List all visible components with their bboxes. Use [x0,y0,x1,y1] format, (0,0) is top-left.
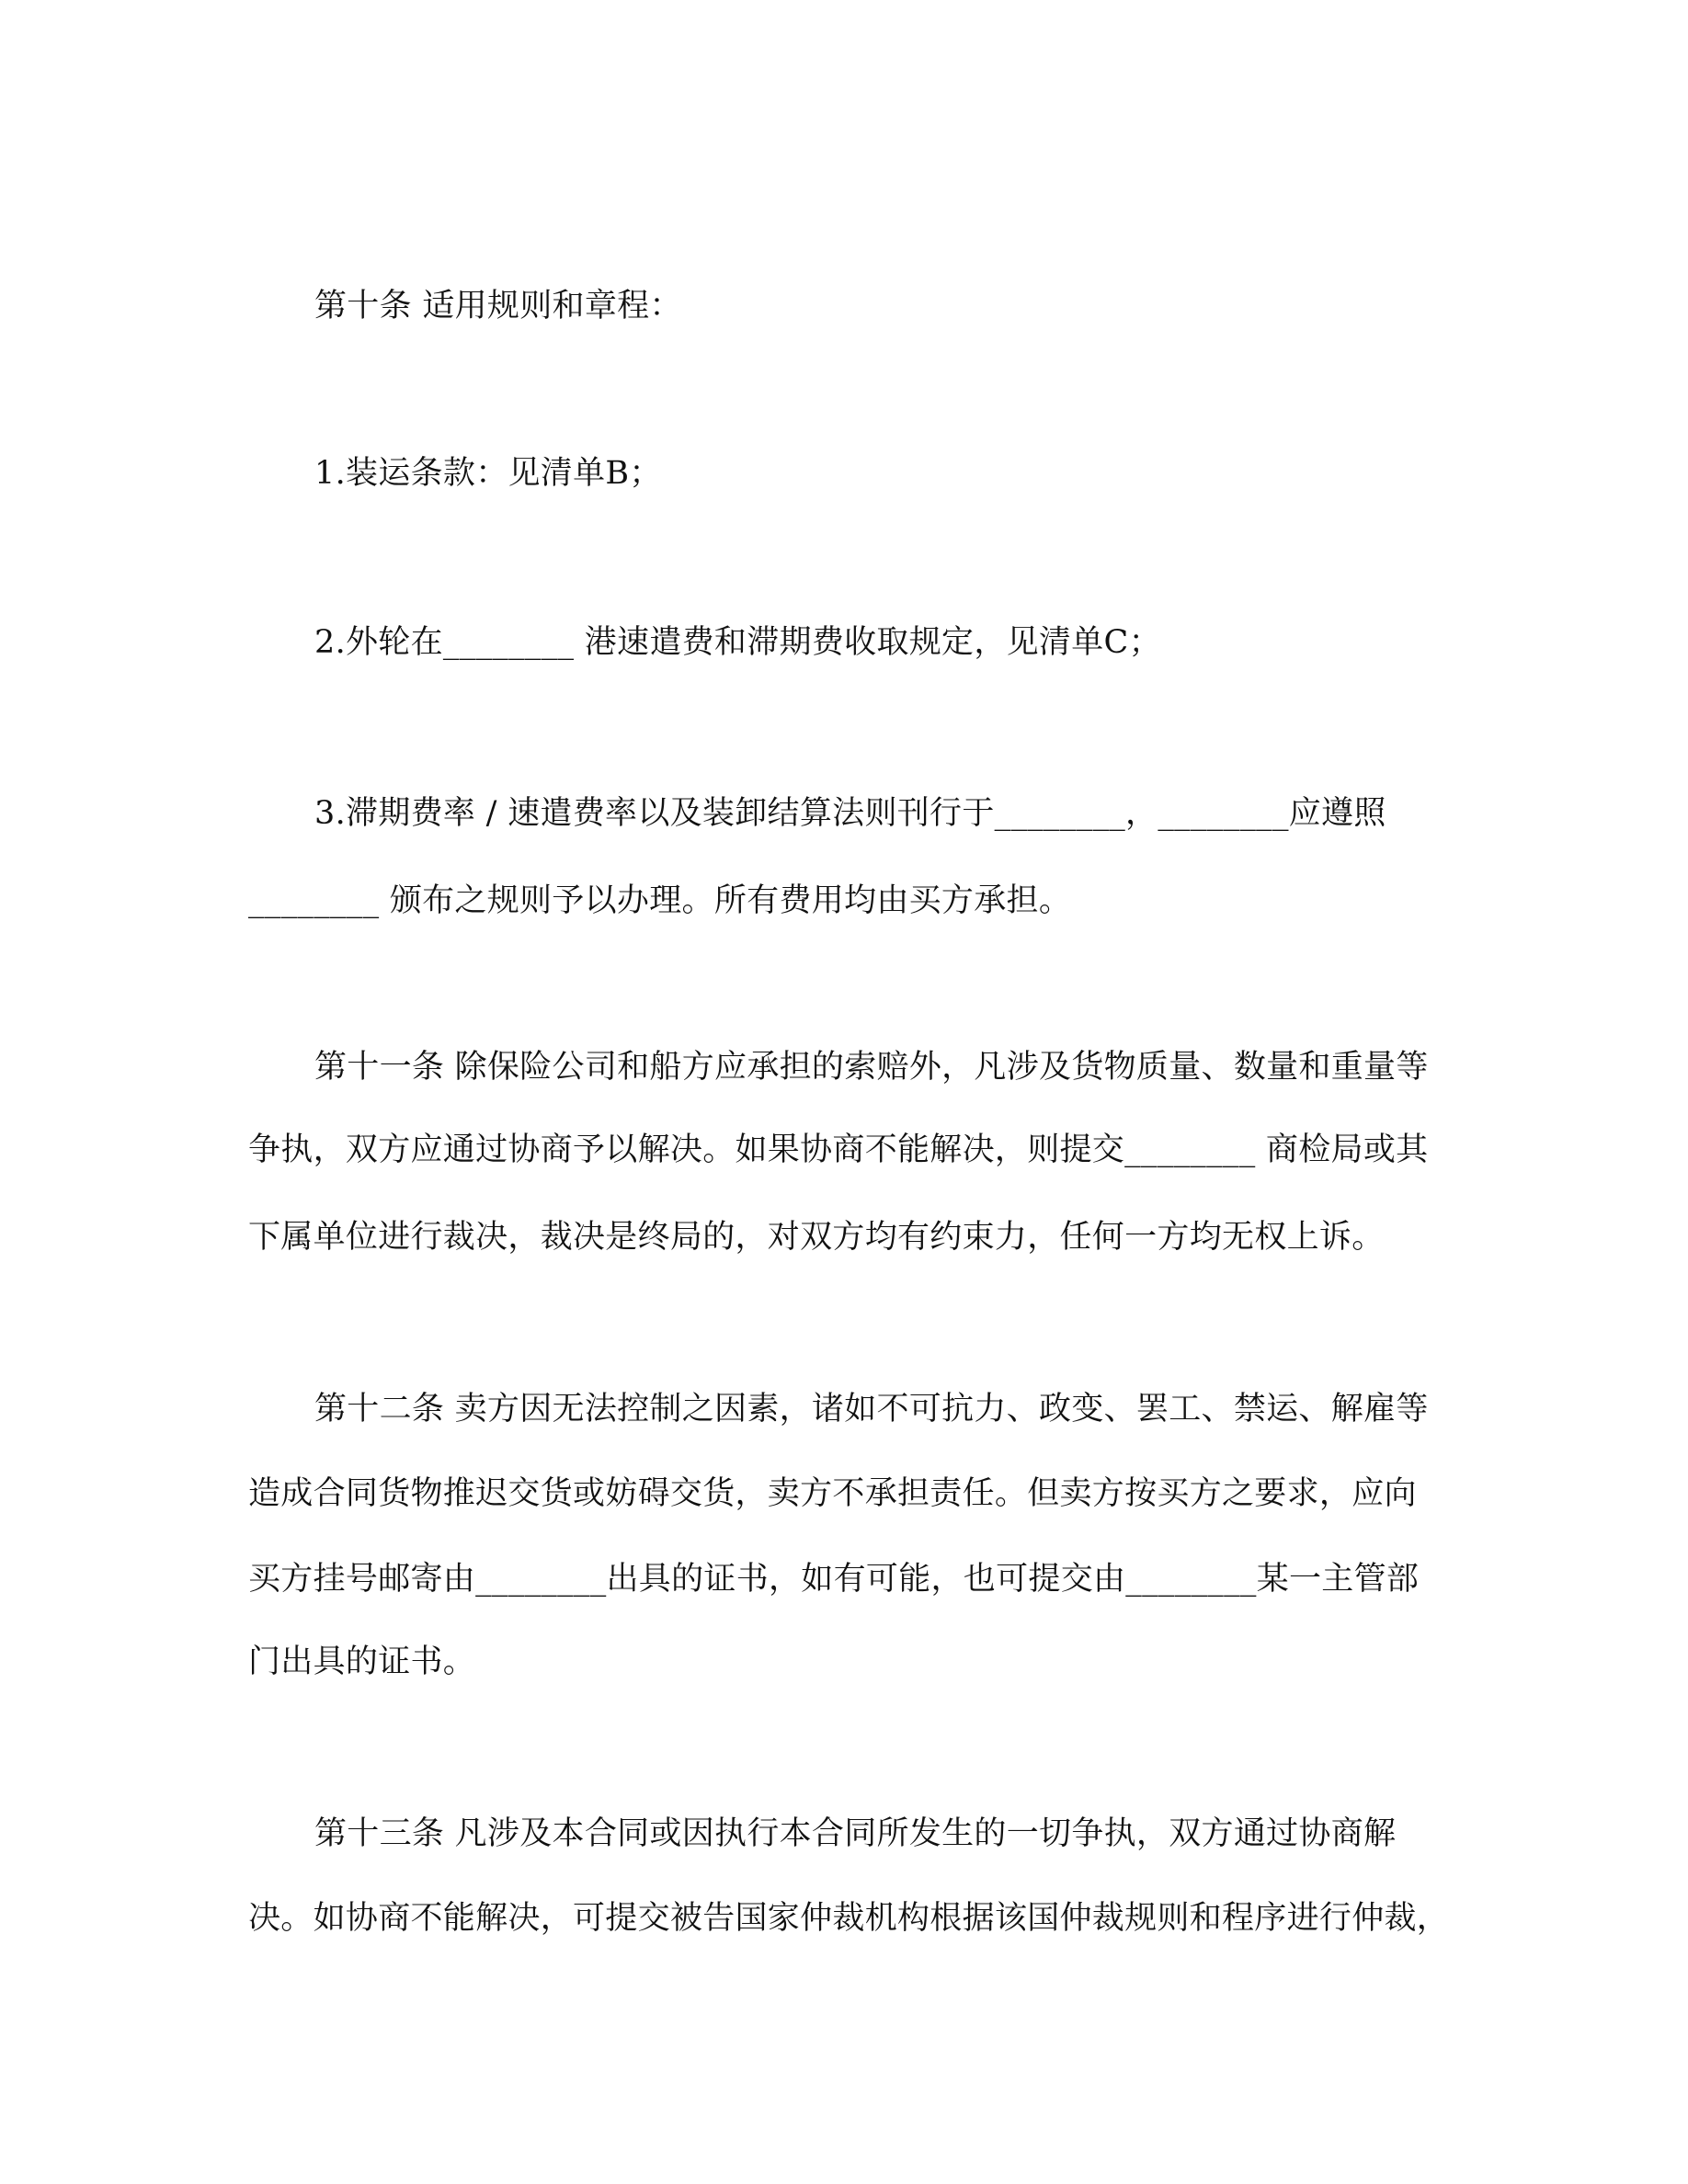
article-10-item-3-line-1: 3.滞期费率 / 速遣费率以及装卸结算法则刊行于________，________应遵照 [314,795,1386,832]
article-11-line-2: 争执，双方应通过协商予以解决。如果协商不能解决，则提交________ 商检局或其 [248,1132,1429,1168]
article-12-line-2: 造成合同货物推迟交货或妨碍交货，卖方不承担责任。但卖方按买方之要求，应向 [248,1475,1417,1512]
article-13-line-2: 决。如协商不能解决，可提交被告国家仲裁机构根据该国仲裁规则和程序进行仲裁， [248,1900,1450,1937]
article-10-item-2: 2.外轮在________ 港速遣费和滞期费收取规定，见清单C； [314,624,1161,661]
article-10-item-3-line-2: ________ 颁布之规则予以办理。所有费用均由买方承担。 [248,882,1072,919]
article-12-line-1: 第十二条 卖方因无法控制之因素，诸如不可抗力、政变、罢工、禁运、解雇等 [314,1391,1429,1428]
article-11-line-1: 第十一条 除保险公司和船方应承担的索赔外，凡涉及货物质量、数量和重量等 [314,1049,1429,1086]
article-12-line-4: 门出具的证书。 [248,1644,476,1680]
article-13-line-1: 第十三条 凡涉及本合同或因执行本合同所发生的一切争执，双方通过协商解 [314,1815,1397,1852]
article-10-item-1: 1.装运条款：见清单B； [314,455,662,492]
article-12-line-3: 买方挂号邮寄由________出具的证书，如有可能，也可提交由________某一主管部 [248,1561,1420,1598]
article-10-heading: 第十条 适用规则和章程： [314,288,682,324]
article-11-line-3: 下属单位进行裁决，裁决是终局的，对双方均有约束力，任何一方均无权上诉。 [248,1219,1385,1256]
